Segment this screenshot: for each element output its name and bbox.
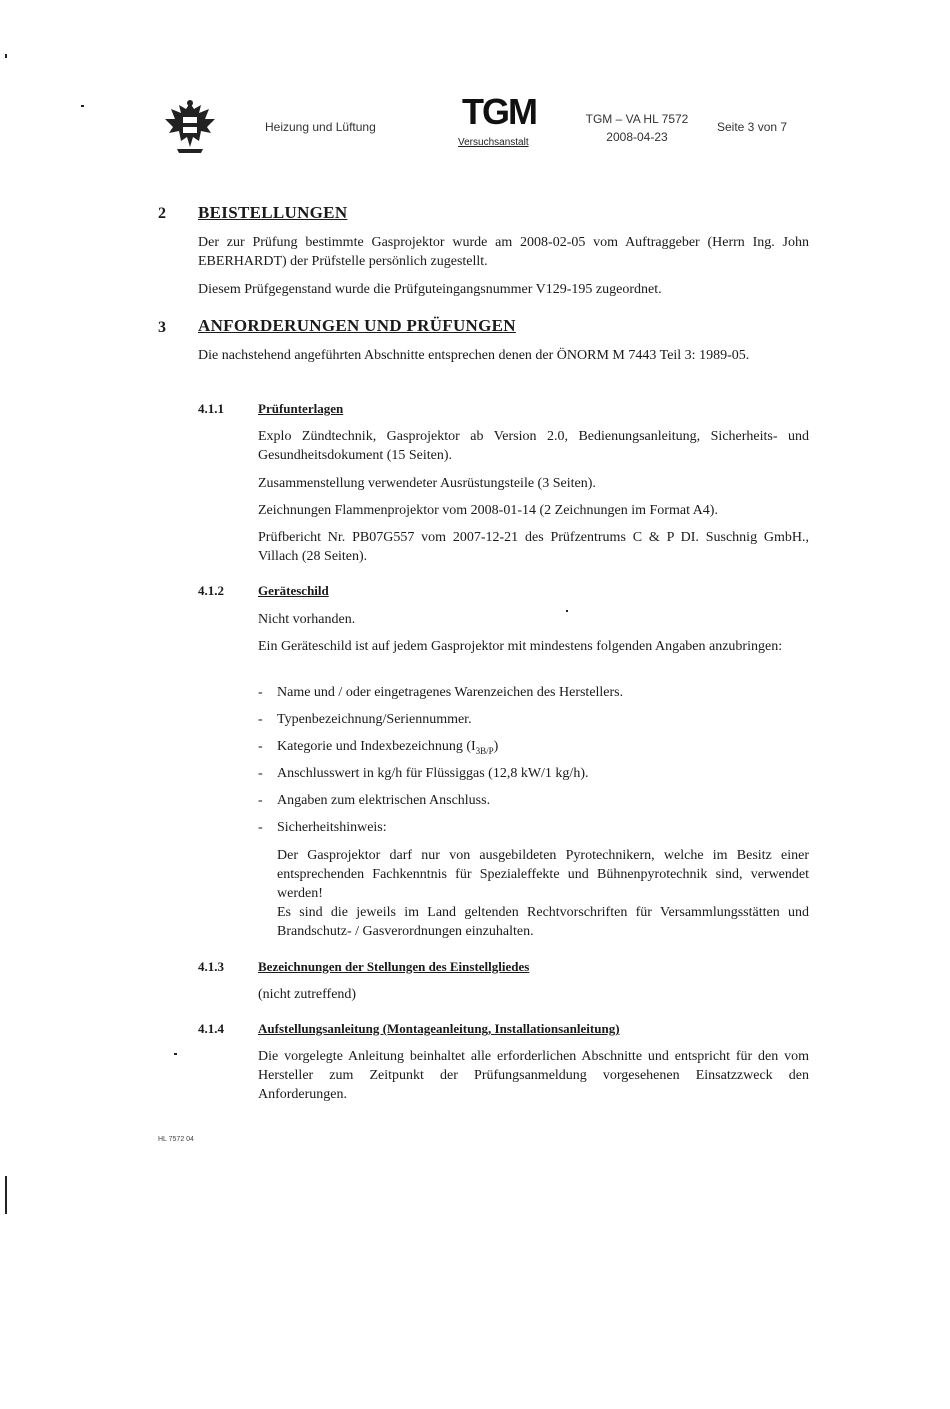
document-reference [582,110,692,146]
paragraph: (nicht zutreffend) [258,987,357,1002]
footer-code: HL 7572 04 [158,1136,194,1143]
subsection-title: Prüfunterlagen [258,401,344,416]
section-title-anforderungen: ANFORDERUNGEN UND PRÜFUNGEN [198,316,516,335]
document-date: 2008-04-23 [606,130,668,144]
department-label: Heizung und Lüftung [265,120,376,134]
index-subscript: 3B/P [475,745,494,756]
section-number: 2 [158,205,166,222]
scan-mark [5,54,7,58]
paragraph: Nicht vorhanden. [258,612,356,627]
scan-mark [174,1053,177,1055]
list-item: Name und / oder eingetragenes Warenzeichen des Herstellers. [277,685,624,700]
scan-mark [5,1176,7,1214]
list-item [277,737,498,761]
index-close: ) [493,739,499,754]
page-indicator: Seite 3 von 7 [717,120,788,134]
subsection-number: 4.1.2 [198,583,224,598]
list-bullet: - [258,685,263,700]
subsection-title: Geräteschild [258,583,329,598]
list-item: Anschlusswert in kg/h für Flüssiggas (12,8 kW/1 kg/h). [277,766,589,781]
tgm-logo: TGM [462,91,536,132]
section-title-beistellungen: BEISTELLUNGEN [198,203,348,222]
tgm-logo-subtitle: Versuchsanstalt [458,137,529,148]
document-number: TGM – VA HL 7572 [585,112,689,126]
list-item-text: Kategorie und Indexbezeichnung (I [277,739,476,754]
scan-mark [81,105,84,107]
paragraph: Ein Geräteschild ist auf jedem Gasprojektor mit mindestens folgenden Angaben anzubringen: [258,639,783,654]
list-item: Typenbezeichnung/Seriennummer. [277,712,472,727]
paragraph: Die nachstehend angeführten Abschnitte entsprechen denen der ÖNORM M 7443 Teil 3: 1989-05. [198,348,750,363]
list-bullet: - [258,712,263,727]
paragraph: Diesem Prüfgegenstand wurde die Prüfguteingangsnummer V129-195 zugeordnet. [198,282,662,297]
safety-note: Der Gasprojektor darf nur von ausgebildeten Pyrotechnikern, welche im Besitz einer entsprechenden Fachkenntnis für Spezialeffekte und Bühnenpyrotechnik sind, verwendet werden! [277,848,809,901]
list-bullet: - [258,739,263,754]
subsection-title: Aufstellungsanleitung (Montageanleitung, Installationsanleitung) [258,1021,620,1036]
paragraph: Der zur Prüfung bestimmte Gasprojektor wurde am 2008-02-05 vom Auftraggeber (Herrn Ing. John EBERHARDT) der Prüfstelle persönlich zugestellt. [198,235,809,269]
safety-note: Es sind die jeweils im Land geltenden Rechtvorschriften für Versammlungsstätten und Brandschutz- / Gasverordnungen einzuhalten. [277,905,809,939]
section-number: 3 [158,319,166,336]
paragraph: Prüfbericht Nr. PB07G557 vom 2007-12-21 des Prüfzentrums C & P DI. Suschnig GmbH., Villach (28 Seiten). [258,530,809,564]
subsection-title: Bezeichnungen der Stellungen des Einstellgliedes [258,959,530,974]
list-bullet: - [258,820,263,835]
subsection-number: 4.1.3 [198,959,224,974]
list-item: Sicherheitshinweis: [277,820,387,835]
subsection-number: 4.1.4 [198,1021,224,1036]
paragraph: Explo Zündtechnik, Gasprojektor ab Version 2.0, Bedienungsanleitung, Sicherheits- und Gesundheitsdokument (15 Seiten). [258,429,809,463]
paragraph: Zusammenstellung verwendeter Ausrüstungsteile (3 Seiten). [258,476,596,491]
austrian-eagle-emblem-icon [163,97,217,155]
list-bullet: - [258,766,263,781]
paragraph: Zeichnungen Flammenprojektor vom 2008-01-14 (2 Zeichnungen im Format A4). [258,503,718,518]
list-item: Angaben zum elektrischen Anschluss. [277,793,491,808]
paragraph: Die vorgelegte Anleitung beinhaltet alle erforderlichen Abschnitte und entspricht für den vom Hersteller zum Zeitpunkt der Prüfungsanmeldung vorgesehenen Einsatzzweck den Anforderungen. [258,1049,809,1102]
subsection-number: 4.1.1 [198,401,224,416]
list-bullet: - [258,793,263,808]
